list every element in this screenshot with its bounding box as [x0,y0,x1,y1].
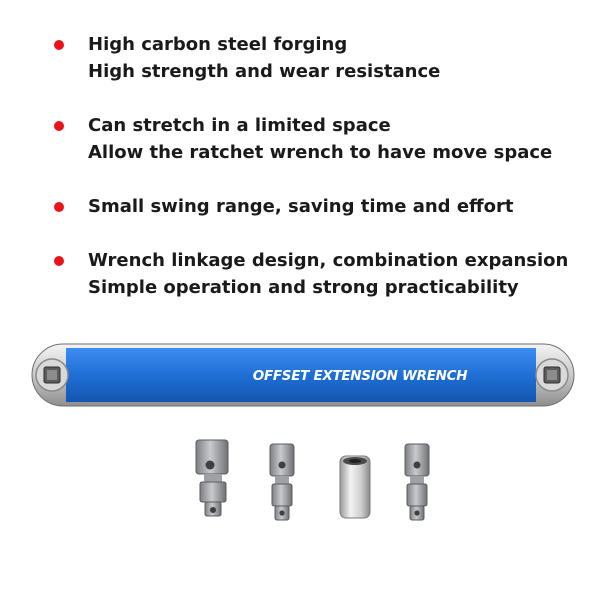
bullet-dot-icon [54,40,64,50]
adapter-3 [405,444,429,520]
feature-line: Allow the ratchet wrench to have move space [88,142,553,163]
feature-line: Small swing range, saving time and effort [88,196,514,217]
offset-extension-wrench [32,344,574,406]
product-image [0,330,600,600]
feature-line: High strength and wear resistance [88,61,441,82]
adapter-2 [270,444,294,520]
feature-line: Can stretch in a limited space [88,115,391,136]
socket [340,456,370,518]
feature-line: Simple operation and strong practicability [88,277,519,298]
wrench-label: OFFSET EXTENSION WRENCH [252,368,468,384]
feature-line: Wrench linkage design, combination expansion [88,250,569,271]
bullet-dot-icon [54,202,64,212]
feature-line: High carbon steel forging [88,34,348,55]
bullet-dot-icon [54,256,64,266]
bullet-dot-icon [54,121,64,131]
adapter-1 [196,440,228,516]
